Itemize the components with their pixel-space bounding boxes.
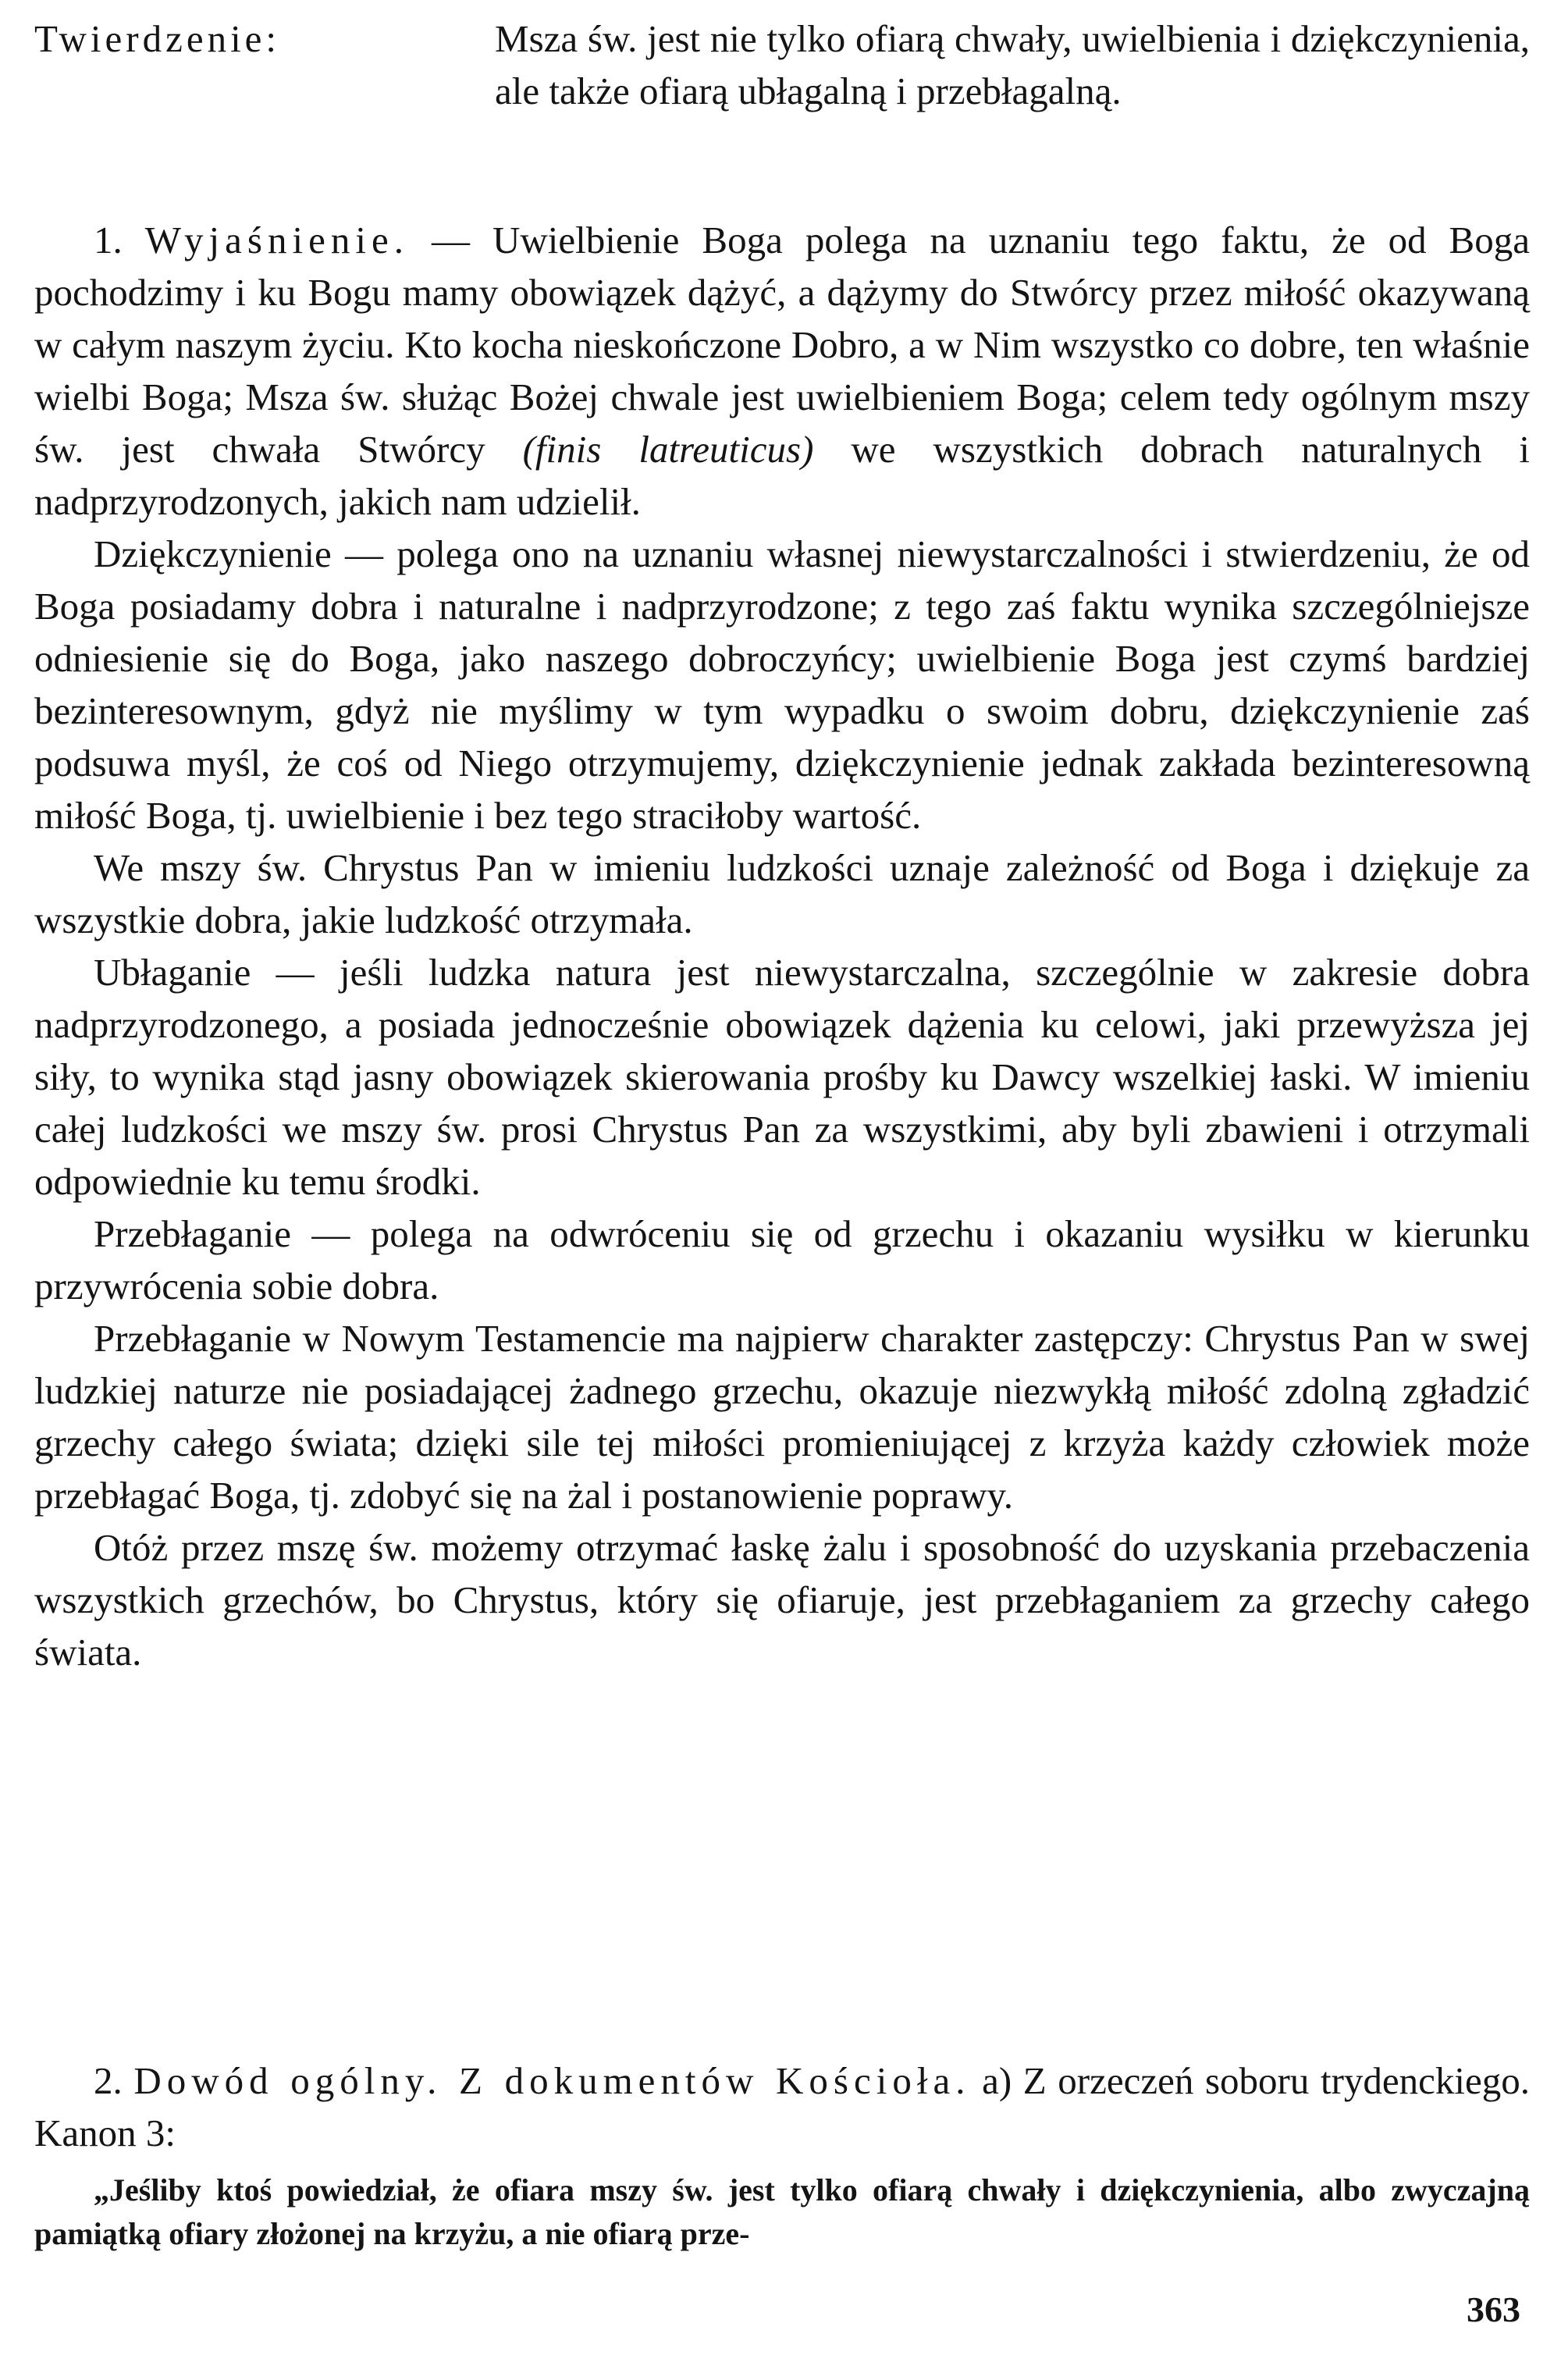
section-1-intro-text: — Uwielbienie Boga polega na uznaniu tego faktu, że od Boga pochodzimy i ku Bogu mamy obowiązek dążyć, a dążymy do Stwórcy przez miłość okazywaną w całym naszym życiu. Kto kocha nieskończone Dobro, a w Nim wszystko co dobre, ten właśnie wielbi Boga; Msza św. służąc Bożej chwale jest uwielbieniem Boga; celem tedy ogólnym mszy św. jest chwała Stwórcy xyxy=(34,219,1530,471)
section-2-heading-line xyxy=(34,2054,1530,2159)
paragraph-contrition: Otóż przez mszę św. możemy otrzymać łaskę żalu i sposobność do uzyskania przebaczenia wszystkich grzechów, bo Chrystus, który się ofiaruje, jest przebłaganiem za grzechy całego świata. xyxy=(34,1526,1530,1674)
paragraph-mass-gratitude: We mszy św. Chrystus Pan w imieniu ludzkości uznaje zależność od Boga i dziękuje za wszystkie dobra, jakie ludzkość otrzymała. xyxy=(34,846,1530,941)
paragraph-thanksgiving: Dziękczynienie — polega ono na uznaniu własnej niewystarczalności i stwierdzeniu, że od Boga posiadamy dobra i naturalne i nadprzyrodzone; z tego zaś faktu wynika szczególniejsze odniesienie się do Boga, jako naszego dobroczyńcy; uwielbienie Boga jest czymś bardziej bezinteresownym, gdyż nie myślimy w tym wypadku o swoim dobru, dziękczynienie zaś podsuwa myśl, że coś od Niego otrzymujemy, dziękczynienie jednak zakłada bezinteresowną miłość Boga, tj. uwielbienie i bez tego straciłoby wartość. xyxy=(34,532,1530,837)
section-1-intro-end: we wszystkich dobrach naturalnych i nadprzyrodzonych, jakich nam udzielił. xyxy=(34,428,1530,523)
thesis-label: Twierdzenie: xyxy=(34,17,281,60)
page-number: 363 xyxy=(1467,2289,1520,2329)
canon-quote-text: „Jeśliby ktoś powiedział, że ofiara mszy św. jest tylko ofiarą chwały i dziękczynienia, albo zwyczajną pamiątką ofiary złożonej na krzyżu, a nie ofiarą prze- xyxy=(34,2172,1530,2251)
section-1-intro xyxy=(34,214,1530,528)
paragraph-supplication: Ubłaganie — jeśli ludzka natura jest niewystarczalna, szczególnie w zakresie dobra nadprzyrodzonego, a posiada jednocześnie obowiązek dążenia ku celowi, jaki przewyższa jej siły, to wynika stąd jasny obowiązek skierowania prośby ku Dawcy wszelkiej łaski. W imieniu całej ludzkości we mszy św. prosi Chrystus Pan za wszystkimi, aby byli zbawieni i otrzymali odpowiednie ku temu środki. xyxy=(34,951,1530,1203)
section-2-number: 2. xyxy=(94,2059,123,2102)
paragraph-propitiation: Przebłaganie — polega na odwróceniu się od grzechu i okazaniu wysiłku w kierunku przywrócenia sobie dobra. xyxy=(34,1212,1530,1307)
section-2 xyxy=(34,2054,1530,2159)
section-1 xyxy=(34,214,1530,1678)
section-2-heading: Dowód ogólny. Z dokumentów Kościoła. xyxy=(133,2059,971,2102)
thesis-block xyxy=(34,12,1530,117)
section-1-latin-term: (finis latreuticus) xyxy=(522,428,814,471)
thesis-text: Msza św. jest nie tylko ofiarą chwały, uwielbienia i dziękczynienia, ale także ofiarą ubłagalną i przebłagalną. xyxy=(495,17,1530,112)
section-2-rest: a) Z orzeczeń soboru trydenckiego. Kanon 3: xyxy=(34,2059,1530,2154)
section-1-heading: Wyjaśnienie. xyxy=(144,219,409,261)
canon-quote xyxy=(34,2168,1530,2256)
section-1-number: 1. xyxy=(94,219,123,261)
paragraph-new-testament: Przebłaganie w Nowym Testamencie ma najpierw charakter zastępczy: Chrystus Pan w swej ludzkiej naturze nie posiadającej żadnego grzechu, okazuje niezwykłą miłość zdolną zgładzić grzechy całego świata; dzięki sile tej miłości promieniującej z krzyża każdy człowiek może przebłagać Boga, tj. zdobyć się na żal i postanowienie poprawy. xyxy=(34,1317,1530,1517)
